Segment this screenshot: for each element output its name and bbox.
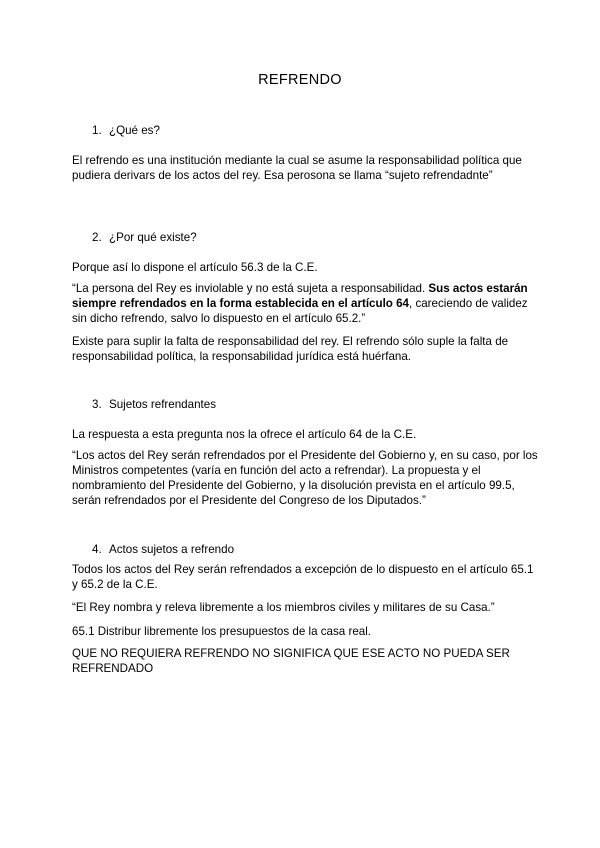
page-title: REFRENDO <box>258 72 342 88</box>
section-1-paragraph: El refrendo es una institución mediante la cual se asume la responsabilidad política que pudiera derivars de los actos del rey. Esa perosona se llama “sujeto refrendadnte” <box>72 154 522 182</box>
section-2-quote <box>72 281 542 326</box>
section-2-paragraph-3: Existe para suplir la falta de responsabilidad del rey. El refrendo sólo suple la falta de responsabilidad política, la responsabilidad jurídica está huérfana. <box>72 335 509 363</box>
section-1-heading <box>92 123 160 138</box>
section-4-note: QUE NO REQUIERA REFRENDO NO SIGNIFICA QUE ESE ACTO NO PUEDA SER REFRENDADO <box>72 647 510 675</box>
section-3-heading-text: Sujetos refrendantes <box>109 398 216 411</box>
section-4-number: 4. <box>92 543 102 556</box>
section-2-quote-end: , careciendo de validez sin dicho refrendo, salvo lo dispuesto en el artículo 65.2.” <box>72 297 528 325</box>
section-1-heading-text: ¿Qué es? <box>109 124 160 137</box>
section-3-number: 3. <box>92 398 102 411</box>
section-2-quote-start: “La persona del Rey es inviolable y no está sujeta a responsabilidad. <box>72 282 429 295</box>
section-3-paragraph-1: La respuesta a esta pregunta nos la ofrece el artículo 64 de la C.E. <box>72 428 417 441</box>
section-4-quote: “El Rey nombra y releva libremente a los miembros civiles y militares de su Casa.” <box>72 601 495 614</box>
section-3-quote: “Los actos del Rey serán refrendados por el Presidente del Gobierno y, en su caso, por los Ministros competentes (varía en función del acto a refrendar). La propuesta y el nombramiento del Presidente del Gobierno, y la disolución prevista en el artículo 99.5, serán refrendados por el Presidente del Congreso de los Diputados.” <box>72 449 538 507</box>
section-2-quote-bold: Sus actos estarán siempre refrendados en la forma establecida en el artículo 64 <box>72 282 528 310</box>
section-2-heading-text: ¿Por qué existe? <box>109 231 197 244</box>
section-2-number: 2. <box>92 231 102 244</box>
section-2-heading <box>92 230 197 245</box>
section-4-paragraph-3: 65.1 Distribur libremente los presupuestos de la casa real. <box>72 625 372 638</box>
section-4-heading-text: Actos sujetos a refrendo <box>109 543 235 556</box>
section-3-heading <box>92 397 216 412</box>
section-1-number: 1. <box>92 124 102 137</box>
section-2-paragraph-1: Porque así lo dispone el artículo 56.3 de la C.E. <box>72 261 318 274</box>
section-4-heading <box>92 542 234 557</box>
section-4-paragraph-1: Todos los actos del Rey serán refrendados a excepción de lo dispuesto en el artículo 65.1 y 65.2 de la C.E. <box>72 563 534 591</box>
